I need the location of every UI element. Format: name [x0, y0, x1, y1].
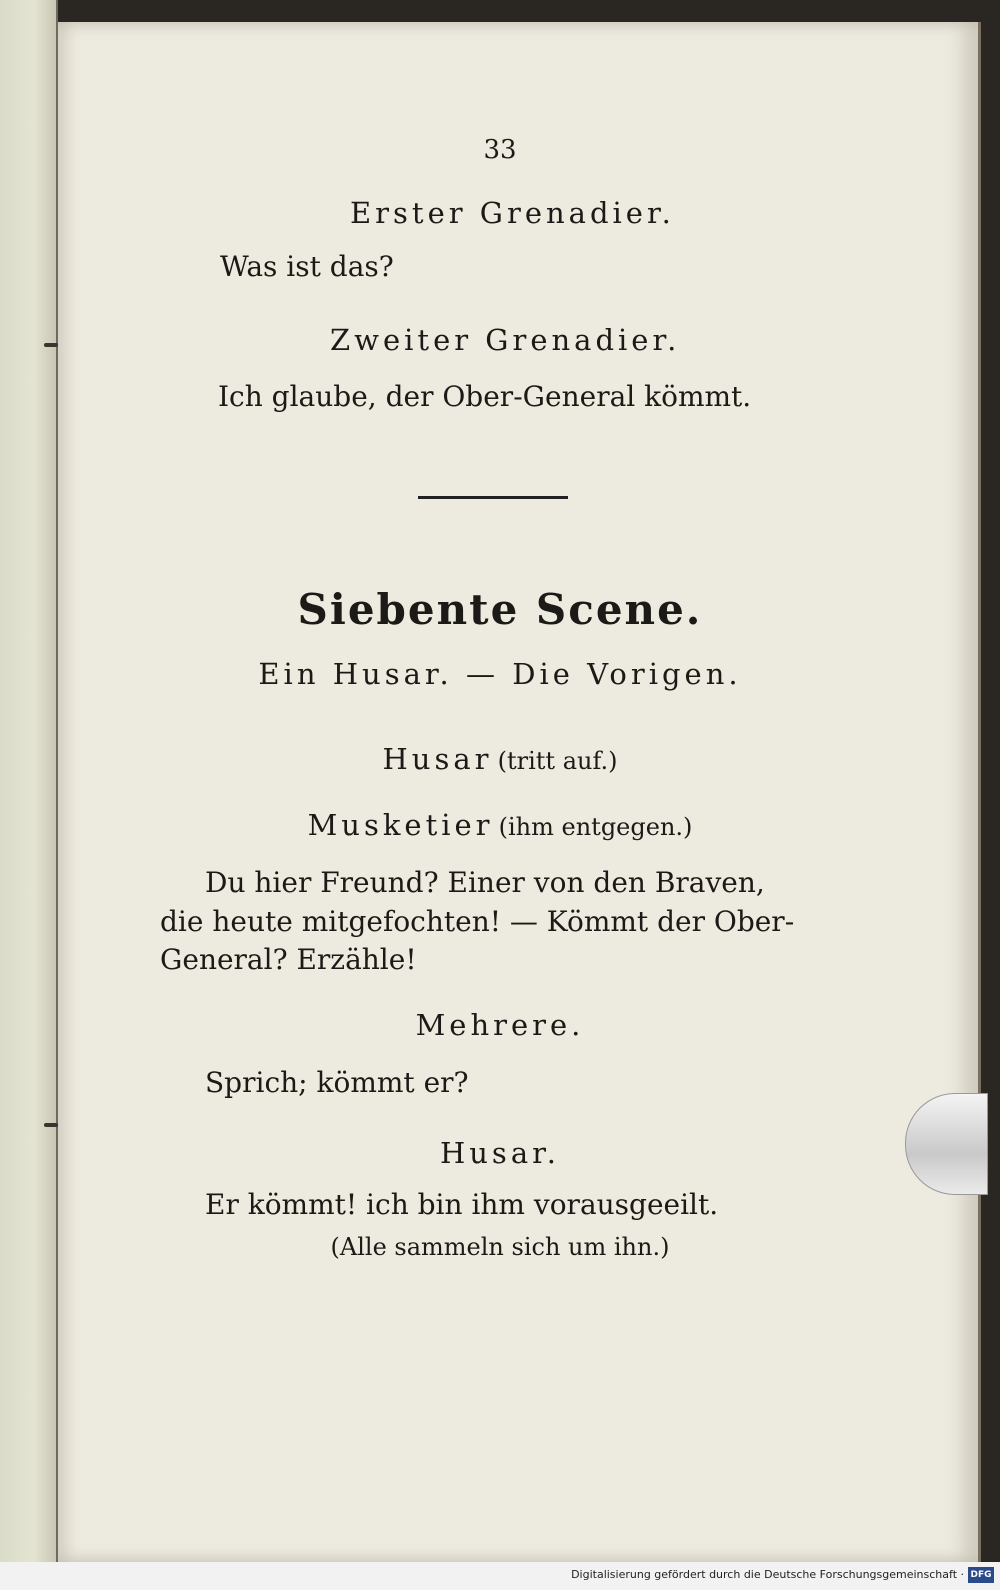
speaker-husar: Husar. — [439, 1136, 561, 1170]
binding-stitch — [44, 1123, 58, 1127]
stage-entry — [0, 742, 1000, 776]
scene-characters: Ein Husar. — Die Vorigen. — [258, 657, 742, 691]
speaker-husar: Husar — [382, 742, 493, 776]
page-number: 33 — [483, 135, 517, 165]
section-divider — [418, 496, 568, 499]
speaker-zweiter-grenadier: Zweiter Grenadier. — [330, 323, 681, 357]
dialogue-line: Du hier Freund? Einer von den Braven, — [205, 866, 765, 899]
speaker-mehrere: Mehrere. — [415, 1008, 585, 1042]
dialogue-line: Er kömmt! ich bin ihm vorausgeeilt. — [205, 1188, 719, 1221]
stage-entry — [0, 808, 1000, 842]
stage-direction: (tritt auf.) — [497, 747, 618, 775]
dialogue-line: General? Erzähle! — [160, 943, 417, 976]
dfg-logo: DFG — [968, 1567, 994, 1583]
dialogue-line: Ich glaube, der Ober-General kömmt. — [218, 380, 752, 413]
dialogue-line: die heute mitgefochten! — Kömmt der Ober- — [160, 905, 795, 938]
stage-direction: (ihm entgegen.) — [498, 813, 693, 841]
left-page-edge — [0, 0, 58, 1562]
binding-stitch — [44, 343, 58, 347]
footer-credit: Digitalisierung gefördert durch die Deutsche Forschungsgemeinschaft · — [571, 1568, 964, 1581]
dialogue-line: Sprich; kömmt er? — [205, 1066, 469, 1099]
dialogue-line: Was ist das? — [220, 250, 394, 283]
speaker-erster-grenadier: Erster Grenadier. — [350, 196, 675, 230]
digitization-footer — [0, 1562, 1000, 1590]
scene-title: Siebente Scene. — [297, 585, 703, 634]
stage-direction: (Alle sammeln sich um ihn.) — [330, 1233, 670, 1261]
speaker-musketier: Musketier — [307, 808, 494, 842]
